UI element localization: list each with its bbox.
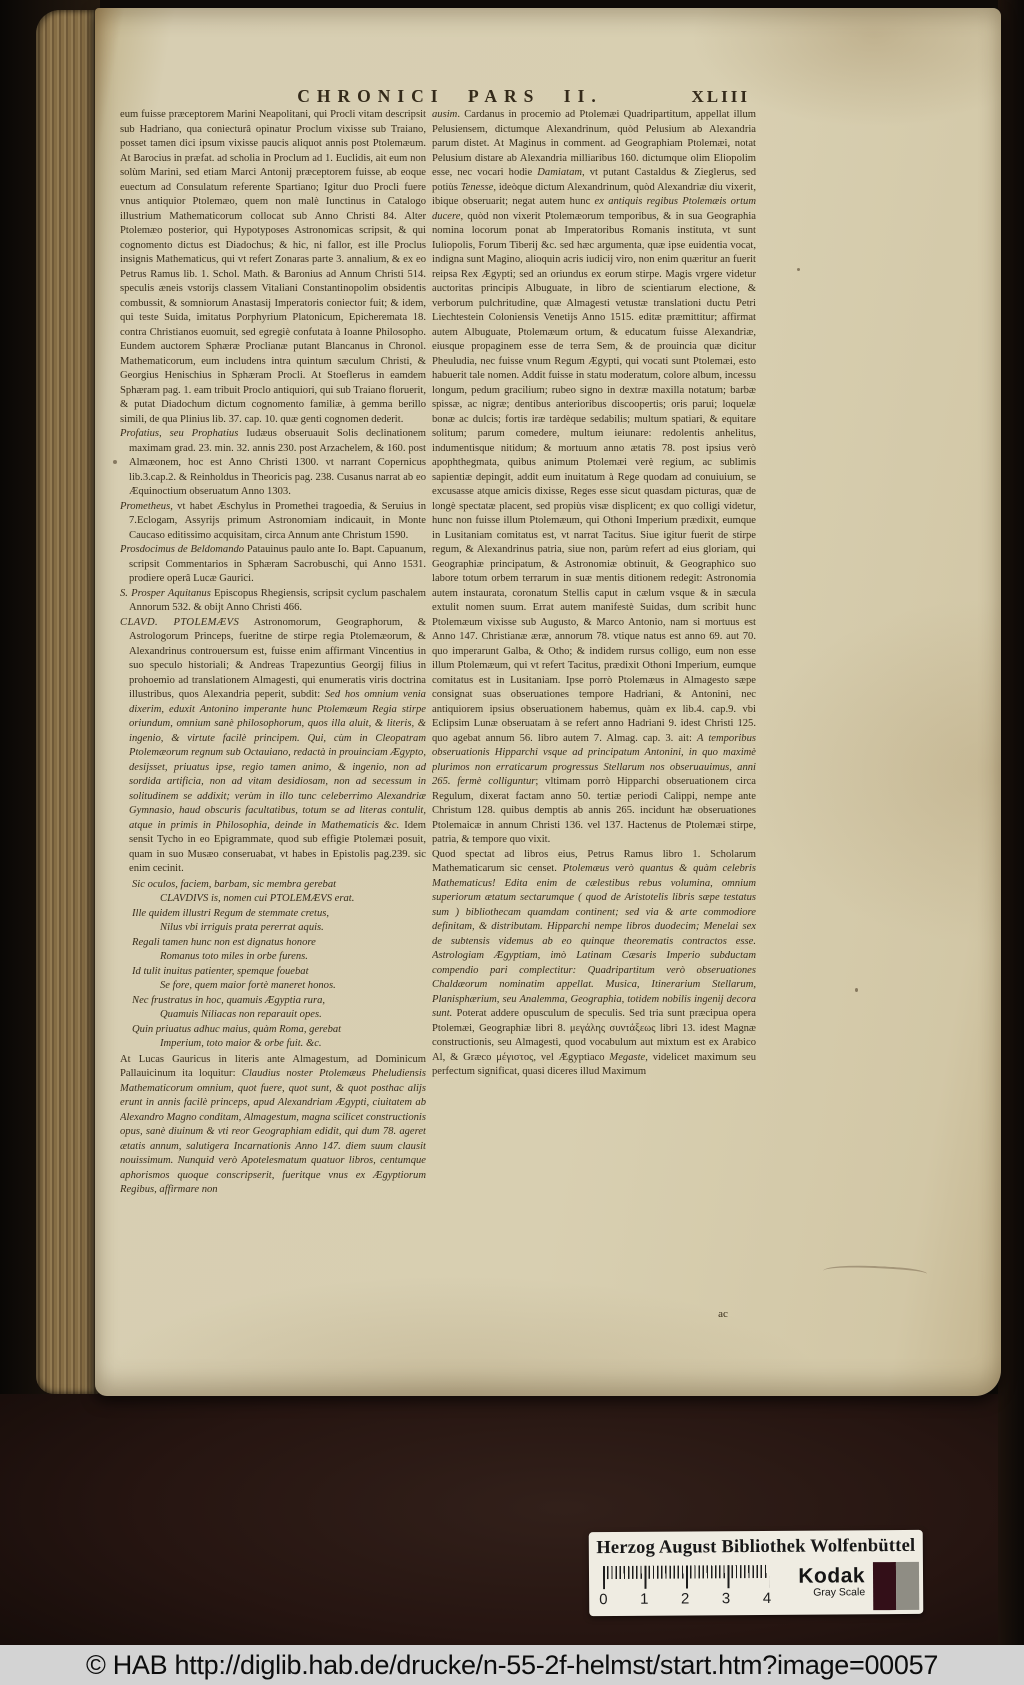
verse-line: Imperium, toto maior & orbe fuit. &c. (160, 1038, 322, 1049)
text-run: , vt habet Æschylus in Promethei tragoedia, & Seruius in 7.Eclogam, Assyrijs primum Astronomiam indicauit, in Monte Caucaso editissimo acquisitam, circa Annum ante Christum 1590. (129, 500, 426, 541)
verse-line: Regali tamen hunc non est dignatus honore (132, 936, 316, 948)
paragraph (120, 427, 426, 500)
verse-line: Quamuis Niliacas non reparauit opes. (160, 1009, 322, 1020)
text-run: Prosdocimus de Beldomando (120, 544, 245, 555)
kodak-brand: Kodak (798, 1564, 866, 1588)
text-run: ex antiquis regibus Ptolemæis ortum ducere (432, 196, 756, 222)
text-run: Profatius, seu Prophatius (120, 428, 239, 439)
book-cover-right-edge (998, 0, 1024, 1652)
text-run: ausim (432, 109, 458, 120)
scanned-page (95, 8, 1001, 1396)
verse-line: Nilus vbi irriguis prata pererrat aquis. (160, 922, 324, 933)
credit-text: © HAB http://diglib.hab.de/drucke/n-55-2f-helmst/start.htm?image=00057 (85, 1649, 939, 1680)
verse-line: Ille quidem illustri Regum de stemmate cretus, (132, 907, 330, 919)
text-column-left (120, 108, 426, 1338)
paragraph (432, 108, 756, 848)
text-run: Ptolemæus verò quantus & quàm celebris Mathematicus! Edita enim de cælestibus rebus volumina, omnium superiorum ætatum sectarumque ( quod de Aristotelis libris sæpe testatus sum ) bibliothecam quamdam continent; sed via & arte commodiore definitam, & distributam. Hipparchi nempe libros duodecim; Menelai sex de subtensis videmus ab eo quinque theorematis contractos esse. Astrologiam Ægyptiam, imò Latinam Cæsaris Imperio subductam compendio pari complectitur: Quadripartitum verò obseruationes Chaldæorum nominatim appellat. Musica, Itinerarium Stellarum, Planisphærium, seu Analemma, Geographia, totidem nobilis ingenij decora sunt. (432, 863, 756, 1019)
paper-speck (797, 268, 800, 271)
ruler-numbers (599, 1590, 771, 1608)
text-run: . Cardanus in procemio ad Ptolemæi Quadripartitum, appellat illum Pelusiensem, dictumque Alexandrinum, quòd Pelusium ab Alexandria parum distet. At Maginus in comment. ad Geographiam Ptolemæi, notat Pelusium distare ab Alexandria milliaribus 160. dictumque olim Eliopolim esse, nec vocari hodie (432, 109, 756, 178)
text-run: S. Prosper Aquitanus (120, 587, 211, 599)
list-value: 0 (599, 1591, 608, 1609)
text-run: Episcopus Rhegiensis, scripsit cyclum paschalem Annorum 532. & obijt Anno Christi 466. (129, 587, 426, 613)
verse-line: CLAVDIVS is, nomen cui PTOLEMÆVS erat. (160, 893, 355, 904)
paragraph (120, 616, 426, 877)
text-run: Astronomorum, Geographorum, & Astrologorum Princeps, fueritne de stirpe regia Ptolemæorum, & Alexandrinus controuersum est, fuisse enim affirmant Vincentius in suo speculo historiali; & Andreas Trapezuntius Georgij filius in prohoemio ad translationem Almagesti, qui enumeratis viris doctrina illustribus, quos Alexandria peperit, subdit: (129, 616, 426, 700)
list-value: 1 (640, 1590, 649, 1608)
text-run: Megaste (609, 1051, 646, 1063)
text-run: eum fuisse præceptorem Marini Neapolitani, qui Procli vitam descripsit sub Hadriano, qua coniecturâ opinatur Proclum vixisse sub Traiano, posset tamen dici ipsum vixisse paucis aliquot annis post Ptolemæum. At Barocius in præfat. ad scholia in Proclum ad 1. Euclidis, ait eum non solùm Marini, sed etiam Marci Antonij præceptorem fuisse, ab eoque euectum ad Consulatum referente Spartiano; Igitur duo Procli fuere vnus antiquior Ptolemæo, quem non malè Iunctinus in Catalogo illustrium Mathematicorum collocat sub Anno Christi 84. Alter Ptolemæo posterior, qui Hypotyposes Astronomicas scripsit, & qui cognomento dictus est Diadochus; & hic, ni fallor, est ille Proclus insignis Mathematicus, qui vt refert Zonaras parte 3. annalium, & ex eo Petrus Ramus lib. 1. Schol. Math. & Baronius ad Annum Christi 514. speculis æneis vstorijs classem Vitaliani Constantinopolim obsidentis combussit, & somniorum Anastasij Imperatoris coniector fuit; & idem, qui teste Suida, imitatus Porphyrium Platonicum, Epicheremata 18. contra Christianos euomuit, sed egregiè confutata à Ioanne Philosopho. Eundem auctorem Sphæræ Proclianæ putant Blancanus in Chronol. Mathematicorum, eum includens intra quintum sæculum Christi, & Georgius Henischius in Sphæram Procli. At Stoeflerus in eamdem Sphæram pag. 1. eam tribuit Proclo antiquiori, qui sub Traiano floruerit, & putat Diadochum dictum cognomento familiæ, à gemma berillo simili, de qua Plinius lib. 37. cap. 10. quæ genti cognomen dederit. (120, 109, 426, 425)
text-run: CLAVD. PTOLEMÆVS (120, 616, 240, 628)
paragraph (120, 543, 426, 587)
text-run: Tenesse (460, 181, 494, 193)
text-run: ; vltimam porrò Hipparchi obseruationem circa Regulum, dixerat factam anno 50. tertiæ periodi Calippi, nempe ante Christum 128. quibus demptis ab annis 265. incidunt hæ obseruationes Ptolemaicæ in annum Christi 136. vel 137. Hactenus de Ptolemæi stirpe, patria, & tempore quo vixit. (432, 776, 756, 845)
catchword: ac (718, 1308, 728, 1320)
page-number: XLIII (691, 87, 750, 106)
credit-bar (0, 1645, 1024, 1685)
text-run: , videlicet maximum seu perfectum significat, quasi diceres illud Maximum (432, 1051, 756, 1077)
text-run: Poterat addere opusculum de speculis. Sed tria sunt præcipua opera Ptolemæi, Geographiæ libri 8. μεγάλης συντάξεως libri 13. idest Magnæ constructionis, seu Almagesti, quod vocabulum aut mixtum est ex Arabico Al, & Græco μέγιστος, vel Ægyptiaco (432, 1008, 756, 1063)
verse-line: Quin priuatus adhuc maius, quàm Roma, gerebat (132, 1023, 342, 1035)
list-value: 3 (721, 1590, 731, 1608)
list-value: 2 (680, 1590, 690, 1608)
paper-speck (113, 460, 117, 464)
paragraph (432, 848, 756, 1080)
text-run: At Lucas Gauricus in literis ante Almagestum, ad Dominicum Pallauicinum ita loquitur: (120, 1053, 426, 1079)
text-run: A temporibus obseruationis Hipparchi vsque ad principatum Antonini, in quo maximè plurimos non erraticarum progressus Stellarum nos obseruauimus, anni 265. fermè colliguntur (432, 732, 756, 787)
kodak-mark (787, 1566, 865, 1599)
paragraph (120, 1053, 426, 1198)
verse-line: Se fore, quem maior fortè maneret honos. (160, 980, 336, 991)
cm-ruler (599, 1565, 773, 1610)
gray-scale-patch-dark (873, 1562, 896, 1610)
library-name: Herzog August Bibliothek Wolfenbüttel (596, 1535, 916, 1559)
text-run: , quòd non vixerit Ptolemæorum temporibus, & in sua Geographia nomina locorum ponat ab Imperatoribus Romanis instituta, vt sunt Iuliopolis, Forum Tiberij &c. sed hæc argumenta, quæ ipse euidentia vocat, indigna sunt Magino, alioquin acris iudicij viro, non enim quæritur an fuerit reipsa Rex Ægypti; sed an oriundus ex eorum stirpe. Magis vrgere videtur auctoritas principis Albuguate, in libro de scientiarum electione, & verborum pulchritudine, quæ Almagesti vetustæ translationi ductu Petri Liechtestein Coloniensis Venetijs Anno 1515. editæ præmittitur; affirmat autem Albuguate, Ptolemæum ortum, & educatum fuisse Alexandriæ, eiusque propaginem esse de terra Sem, & de prouincia quæ dicitur Pheuludia, nec fuisse vnum Regum Ægypti, qui vocati sunt Ptolemæi, esto habuerit tale nomen. Addit fuisse in statu moderatum, colore album, incessu longum, pedum gracilium; rubeo signo in dextræ maxilla notatum; barbæ spissæ, ac nigræ; dentibus anterioribus discoopertis; oris parui; loquelæ bonæ ac dulcis; fortis iræ tardèque sedabilis; multum spatiari, & equitare solitum; parum comedere, multum ieiunare: redolentis anhelitus, indumentisque nitidum; & mortuum anno ætatis 78. post ipsius verò apophthegmata, quibus animum Ptolemæi verè regium, ac sublimis sapientiæ depingit, addit eum inuitatum à Rege quodam ad conuiuium, se excusasse atque amicis dixisse, Reges esse sicut quasdam picturas, quæ de longè spectatæ placent, sed propiùs visæ displicent; ex quo colligi videtur, hunc non fuisse illum Ptolemæum, qui Othoni Imperium prædixit, eumque in Lusitaniam comitatus est, vt narrat Tacitus. Siue igitur fuerit de stirpe regum, & Alexandrinus patria, siue non, parùm refert ad eius gloriam, qui Geographiæ principatum, & Astronomiæ obtinuit, & Geographico suo labore totum orbem terrarum in suæ mentis ditionem redegit: Astronomia autem instaurata, coronatum Stellis caput in cælum vsque & in sæcula extulit nomen suum. Errat autem manifestè Suidas, dum scribit hunc Ptolemæum vixisse sub Augusto, & Marco Antonio, nam si mortuus est Anno 147. Christianæ æræ, annorum 78. vtique natus est anno 69. aut 70. quo imperarunt Galba, & Otho; & indidem rursus colligo, eum non esse illum Ptolemæum, qui vt refert Tacitus, prædixit Othoni Imperium, eumque comitatus est in Lusitaniam. Ipse porrò Ptolemæus in Almagesto sæpe consignat suas obseruationes tempore Hadriani, & Antonini, nec antiquiorem ipsius obseruationem habemus, quàm ex lib.4. cap.9. vbi Eclipsim Lunæ obseruatam à se refert anno Hadriani 9. idest Christi 125. quo agebat annum 56. libro autem 7. Almag. cap. 3. ait: (432, 210, 756, 744)
list-value: 4 (762, 1589, 772, 1607)
gray-scale-patch-gray (896, 1562, 919, 1610)
kodak-grayscale-text: Gray Scale (813, 1586, 866, 1599)
text-run: Quod spectat ad libros eius, Petrus Ramus libro 1. Scholarum Mathematicarum sic censet. (432, 848, 756, 874)
text-run: , vt putant Castaldus & Zieglerus, sed potiùs (432, 167, 756, 193)
page-edges (36, 10, 98, 1394)
text-run: Iudæus obseruauit Solis declinationem maximam grad. 23. min. 32. annis 230. post Arzachelem, & 160. post Almæonem, hoc est Anno Christi 1300. vt narrant Copernicus lib.3.cap.2. & Reinholdus in Theoricis pag. 238. Cusanus narrat ab eo Æquinoctium obseruatum Anno 1303. (129, 428, 426, 497)
margin-ink-mark (823, 1263, 928, 1282)
verse-line: Sic oculos, faciem, barbam, sic membra gerebat (132, 878, 337, 890)
text-run: Damiatam (537, 167, 583, 178)
text-run: Prometheus (120, 500, 171, 512)
text-column-right (432, 108, 756, 1304)
gray-scale-patches (873, 1562, 919, 1610)
paragraph (120, 500, 426, 544)
library-scale-label (589, 1530, 924, 1616)
running-title: CHRONICI PARS II. (297, 86, 603, 106)
scale-row (601, 1562, 915, 1612)
text-run: Sed hos omnium venia dixerim, eduxit Antonino imperante hunc Ptolemæum Regia stirpe oriundum, omnium sanè philosophorum, quos illa aluit, & literis, & ingenio, & virtute facilè principem. Qui, cùm in Cleopatram Ptolemæorum regnum sub Octauiano, redactà in prouinciam Ægypto, desijsset, priuatus ipse, regio tamen animo, & ingenio, non ad sordida artificia, non ad vitam desidiosam, non ad secessum in solitudinem se addixit; verùm in illo tunc celeberrimo Alexandriæ Gymnasio, haud obscuris facultatibus, totum se ad literas contulit, atque in primis in Philosophia, deinde in Mathematicis &c. (129, 689, 426, 831)
paragraph (120, 587, 426, 616)
paper-speck (855, 988, 858, 992)
verse-line: Romanus toto miles in orbe furens. (160, 951, 308, 962)
text-run: , ideòque dictum Alexandrinum, quòd Alexandriæ diu vixerit, ibique obseruarit; negat autem hunc (432, 181, 756, 207)
verse-line: Id tulit inuitus patienter, spemque fouebat (132, 965, 309, 977)
text-run: Patauinus paulo ante Io. Bapt. Capuanum, scripsit Commentarios in Sphæram Sacrobuschi, qui Anno 1531. prodiere operâ Lucæ Gaurici. (129, 544, 426, 584)
ruler-ticks (603, 1565, 769, 1590)
text-run: Idem sensit Tycho in eo Epigrammate, quod sub effigie Ptolemæi posuit, quam in suo Musæo conseruabat, vt habes in Epistolis pag.239. sic enim cecinit. (129, 819, 426, 874)
verse-line: Nec frustratus in hoc, quamuis Ægyptia rura, (132, 994, 326, 1006)
verse-block (132, 878, 426, 1052)
paragraph (120, 108, 426, 427)
text-run: Claudius noster Ptolemæus Pheludiensis Mathematicorum omnium, quot fuere, quot sunt, & quot posthac alijs erunt in annis facilè princeps, apud Alexandriam Ægypti, ciuitatem ab Alexandro Magno conditam, Almagestum, magna scilicet constructionis opus, sanè diuinum & vti reor Geographiam edidit, qui dum 78. ageret ætatis annum, salutigera Incarnationis Anno 147. diem suum clausit nouissimum. Nunquid verò Apotelesmatum quatuor libros, centumque aphorismos quoque conscripserit, fueritque vnus ex Ægyptiorum Regibus, affirmare non (120, 1068, 426, 1195)
